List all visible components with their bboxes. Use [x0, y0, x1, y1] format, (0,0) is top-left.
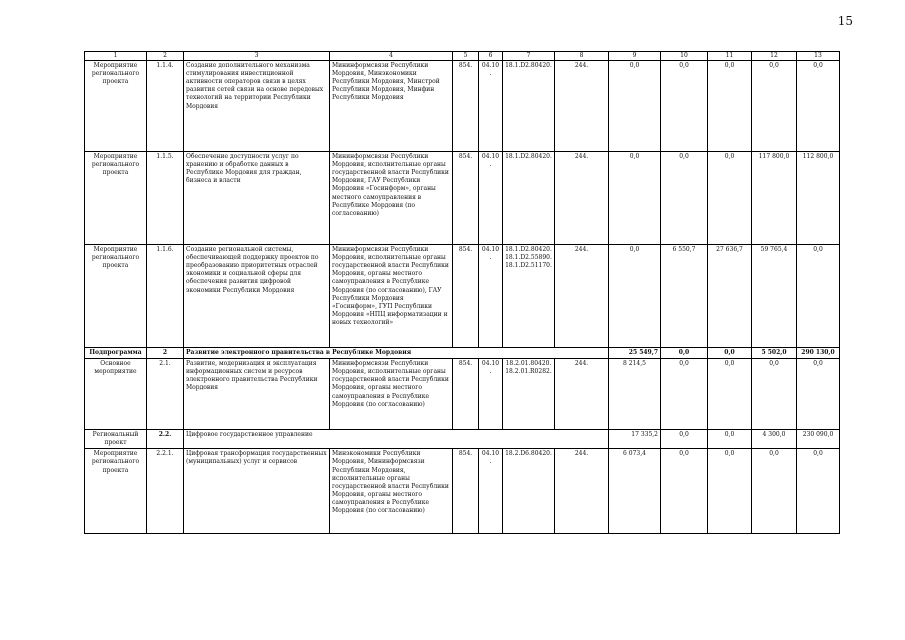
row-number: 1.1.5.	[147, 152, 184, 245]
row-c10: 0,0	[661, 359, 708, 430]
row-type: Мероприятие регионального проекта	[85, 245, 147, 348]
table-row	[85, 152, 840, 245]
row-c13: 112 800,0	[797, 152, 840, 245]
row-c12: 0,0	[752, 359, 797, 430]
subprogram-type: Подпрограмма	[85, 348, 147, 359]
row-c6: 04.10.	[479, 245, 503, 348]
row-c9: 6 073,4	[609, 449, 661, 534]
row-type: Мероприятие регионального проекта	[85, 152, 147, 245]
row-c13: 0,0	[797, 359, 840, 430]
row-c5: 854.	[453, 245, 479, 348]
row-type: Основное мероприятие	[85, 359, 147, 430]
row-c11: 27 636,7	[708, 245, 752, 348]
header-cell: 9	[609, 52, 661, 61]
row-c12: 0,0	[752, 61, 797, 152]
table-row	[85, 245, 840, 348]
row-type: Мероприятие регионального проекта	[85, 61, 147, 152]
subprogram-c11: 0,0	[708, 348, 752, 359]
row-c11: 0,0	[708, 359, 752, 430]
subprogram-c9: 25 549,7	[609, 348, 661, 359]
header-cell: 6	[479, 52, 503, 61]
row-c12: 117 800,0	[752, 152, 797, 245]
row-c10: 6 550,7	[661, 245, 708, 348]
header-cell: 4	[330, 52, 453, 61]
row-c6: 04.10.	[479, 152, 503, 245]
regional-project-c9: 17 335,2	[609, 430, 661, 449]
row-executor: Минэкономики Республики Мордовия, Мининформсвязи Республики Мордовия, исполнительные органы государственной власти Республики Мордовия, органы местного самоуправления в Республике Мордовия (по согласованию)	[330, 449, 453, 534]
row-number: 2.1.	[147, 359, 184, 430]
row-c10: 0,0	[661, 152, 708, 245]
row-type: Мероприятие регионального проекта	[85, 449, 147, 534]
row-c13: 0,0	[797, 449, 840, 534]
header-cell: 10	[661, 52, 708, 61]
row-c9: 8 214,5	[609, 359, 661, 430]
row-name: Развитие, модернизация и эксплуатация информационных систем и ресурсов электронного правительства Республики Мордовия	[184, 359, 330, 430]
row-c9: 0,0	[609, 152, 661, 245]
row-c6: 04.10.	[479, 61, 503, 152]
row-c6: 04.10.	[479, 359, 503, 430]
regional-project-c10: 0,0	[661, 430, 708, 449]
row-c6: 04.10.	[479, 449, 503, 534]
header-cell: 1	[85, 52, 147, 61]
row-c11: 0,0	[708, 449, 752, 534]
row-executor: Мининформсвязи Республики Мордовия, исполнительные органы государственной власти Республики Мордовия, ГАУ Республики Мордовия «Госинформ», органы местного самоуправления в Республике Мордовия (по согласованию)	[330, 152, 453, 245]
row-c7: 18.2.D6.80420.	[503, 449, 555, 534]
header-cell: 3	[184, 52, 330, 61]
header-cell: 13	[797, 52, 840, 61]
row-c8: 244.	[555, 449, 609, 534]
row-c8: 244.	[555, 152, 609, 245]
row-c9: 0,0	[609, 61, 661, 152]
header-cell: 11	[708, 52, 752, 61]
page-number: 15	[837, 14, 853, 28]
header-cell: 2	[147, 52, 184, 61]
regional-project-row	[85, 430, 840, 449]
row-c5: 854.	[453, 359, 479, 430]
row-c5: 854.	[453, 449, 479, 534]
row-c7: 18.1.D2.80420. 18.1.D2.55890. 18.1.D2.51170.	[503, 245, 555, 348]
row-name: Создание региональной системы, обеспечивающей поддержку проектов по преобразованию приоритетных отраслей экономики и социальной сферы для обеспечения развития цифровой экономики Республики Мордовия	[184, 245, 330, 348]
table-row	[85, 449, 840, 534]
subprogram-name: Развитие электронного правительства в Республике Мордовия	[184, 348, 609, 359]
row-number: 2.2.1.	[147, 449, 184, 534]
row-name: Обеспечение доступности услуг по хранению и обработке данных в Республике Мордовия для граждан, бизнеса и власти	[184, 152, 330, 245]
row-c7: 18.1.D2.80420.	[503, 152, 555, 245]
table-row	[85, 61, 840, 152]
row-c8: 244.	[555, 61, 609, 152]
subprogram-number: 2	[147, 348, 184, 359]
row-c12: 59 765,4	[752, 245, 797, 348]
row-c5: 854.	[453, 152, 479, 245]
row-number: 1.1.6.	[147, 245, 184, 348]
regional-project-c13: 230 090,0	[797, 430, 840, 449]
regional-project-number: 2.2.	[147, 430, 184, 449]
header-cell: 7	[503, 52, 555, 61]
row-c11: 0,0	[708, 152, 752, 245]
header-row	[85, 52, 840, 61]
row-c12: 0,0	[752, 449, 797, 534]
row-executor: Мининформсвязи Республики Мордовия, исполнительные органы государственной власти Республики Мордовия, органы местного самоуправления в Республике Мордовия (по согласованию)	[330, 359, 453, 430]
row-executor: Мининформсвязи Республики Мордовия, исполнительные органы государственной власти Республики Мордовия, органы местного самоуправления в Республике Мордовия (по согласованию), ГАУ Республики Мордовия «Госинформ», ГУП Республики Мордовия «НПЦ информатизации и новых технологий»	[330, 245, 453, 348]
row-c13: 0,0	[797, 245, 840, 348]
row-c7: 18.1.D2.80420.	[503, 61, 555, 152]
row-number: 1.1.4.	[147, 61, 184, 152]
regional-project-c11: 0,0	[708, 430, 752, 449]
header-cell: 12	[752, 52, 797, 61]
regional-project-type: Региональный проект	[85, 430, 147, 449]
row-name: Создание дополнительного механизма стимулирования инвестиционной активности операторов связи в целях развития сетей связи на основе передовых технологий на территории Республики Мордовия	[184, 61, 330, 152]
subprogram-c13: 290 130,0	[797, 348, 840, 359]
regional-project-c12: 4 300,0	[752, 430, 797, 449]
row-c11: 0,0	[708, 61, 752, 152]
table-row	[85, 359, 840, 430]
row-c7: 18.2.01.80420. 18.2.01.R0282.	[503, 359, 555, 430]
regional-project-name: Цифровое государственное управление	[184, 430, 609, 449]
row-c10: 0,0	[661, 449, 708, 534]
row-c8: 244.	[555, 359, 609, 430]
row-executor: Мининформсвязи Республики Мордовия, Минэкономики Республики Мордовия, Минстрой Республики Мордовия, Минфин Республики Мордовия	[330, 61, 453, 152]
row-c9: 0,0	[609, 245, 661, 348]
row-c10: 0,0	[661, 61, 708, 152]
row-c5: 854.	[453, 61, 479, 152]
header-cell: 5	[453, 52, 479, 61]
header-cell: 8	[555, 52, 609, 61]
budget-table	[84, 51, 840, 534]
subprogram-c12: 5 502,0	[752, 348, 797, 359]
row-c13: 0,0	[797, 61, 840, 152]
subprogram-row	[85, 348, 840, 359]
subprogram-c10: 0,0	[661, 348, 708, 359]
row-name: Цифровая трансформация государственных (муниципальных) услуг и сервисов	[184, 449, 330, 534]
row-c8: 244.	[555, 245, 609, 348]
